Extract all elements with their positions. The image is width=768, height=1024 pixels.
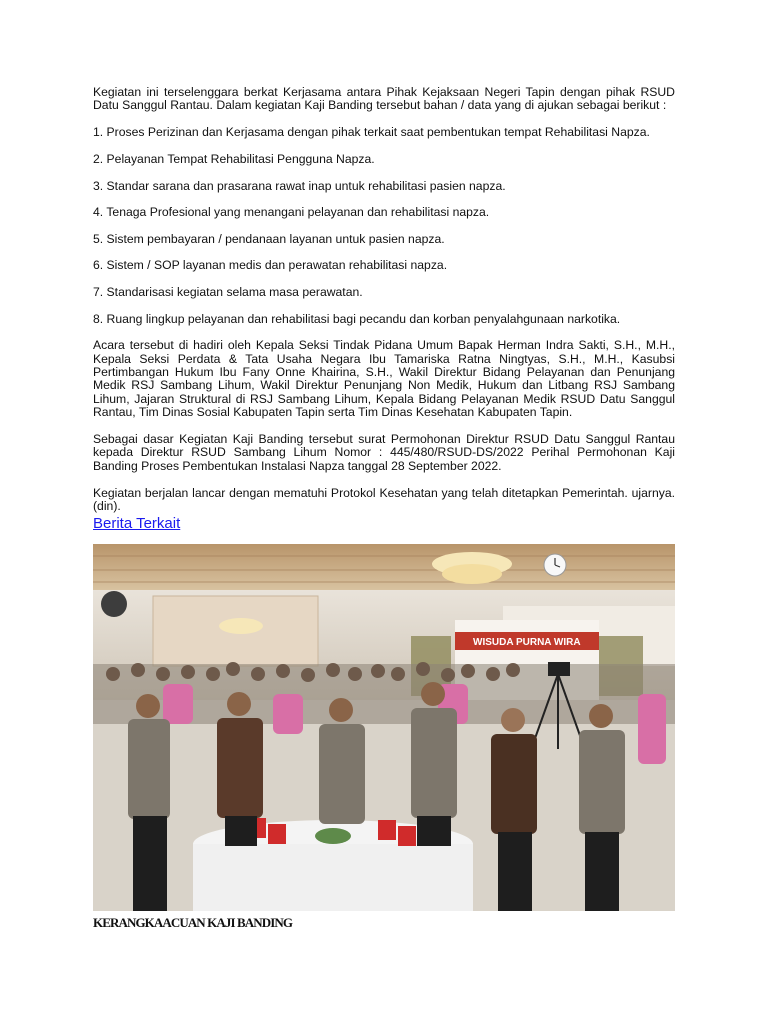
list-item: 3. Standar sarana dan prasarana rawat inap untuk rehabilitasi pasien napza. xyxy=(93,178,506,193)
attendees-paragraph: Acara tersebut di hadiri oleh Kepala Seksi Tindak Pidana Umum Bapak Herman Indra Sakti, S.H., M.H., Kepala Seksi Perdata & Tata Usaha Negara Ibu Tamariska Ratna Ningtyas, S.H., M.H., Kasubsi Pertimbangan Hukum Ibu Fany Onne Khairina, S.H., Wakil Direktur Bidang Pelayanan dan Penunjang Medik RSJ Sambang Lihum, Wakil Direktur Penunjang Non Medik, Hukum dan Litbang RSJ Sambang Lihum, Jajaran Struktural di RSJ Sambang Lihum, Kepala Bidang Pelayanan Medik RSUD Datu Sanggul Rantau, Tim Dinas Sosial Kabupaten Tapin serta Tim Dinas Kesehatan Kabupaten Tapin. xyxy=(93,338,675,420)
list-item: 5. Sistem pembayaran / pendanaan layanan untuk pasien napza. xyxy=(93,231,445,246)
article-body xyxy=(93,86,675,533)
materials-list xyxy=(93,126,675,326)
event-photo xyxy=(93,544,675,911)
list-item: 2. Pelayanan Tempat Rehabilitasi Pengguna Napza. xyxy=(93,152,375,166)
list-item: 1. Proses Perizinan dan Kerjasama dengan pihak terkait saat pembentukan tempat Rehabilitasi Napza. xyxy=(93,125,650,140)
banner-title: WISUDA PURNA WIRA xyxy=(473,637,581,648)
list-item: 8. Ruang lingkup pelayanan dan rehabilitasi bagi pecandu dan korban penyalahgunaan narkotika. xyxy=(93,311,621,326)
closing-paragraph: Kegiatan berjalan lancar dengan mematuhi Protokol Kesehatan yang telah ditetapkan Pemerintah. ujarnya. (din). xyxy=(93,485,675,513)
basis-paragraph: Sebagai dasar Kegiatan Kaji Banding tersebut surat Permohonan Direktur RSUD Datu Sanggul Rantau kepada Direktur RSUD Sambang Lihum Nomor : 445/480/RSUD-DS/2022 Perihal Permohonan Kaji Banding Proses Pembentukan Instalasi Napza tanggal 28 September 2022. xyxy=(93,431,675,473)
list-item: 6. Sistem / SOP layanan medis dan perawatan rehabilitasi napza. xyxy=(93,258,448,273)
list-item: 7. Standarisasi kegiatan selama masa perawatan. xyxy=(93,284,363,299)
list-item: 4. Tenaga Profesional yang menangani pelayanan dan rehabilitasi napza. xyxy=(93,205,490,220)
group-photo-illustration xyxy=(93,544,675,911)
document-caption: KERANGKAACUAN KAJI BANDING xyxy=(93,915,293,930)
intro-paragraph: Kegiatan ini terselenggara berkat Kerjasama antara Pihak Kejaksaan Negeri Tapin dengan pihak RSUD Datu Sanggul Rantau. Dalam kegiatan Kaji Banding tersebut bahan / data yang di ajukan sebagai berikut : xyxy=(93,85,675,113)
related-news-link[interactable]: Berita Terkait xyxy=(93,515,181,533)
